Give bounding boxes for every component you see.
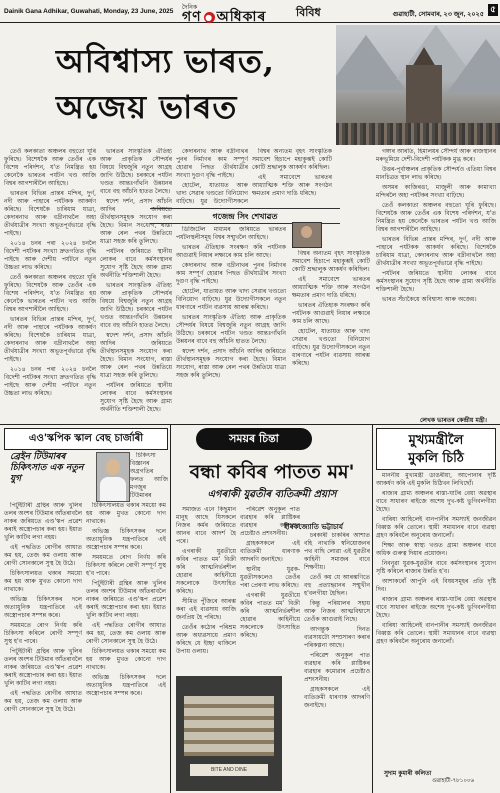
letter-address: গুৱাহাটী-৭৮১০০৬ [432, 778, 475, 784]
lead-paragraph: স্বদেশ দৰ্শন, প্ৰসাদ আঁচনি আদিৰ জৰিয়তে তীৰ্থস্থানসমূহক সংযোগ কৰা হৈছে। বিমান সংযোগ, ৰাস্তা আৰু ৰেল পথৰ উন্নতিয়ে যাত্ৰা সহজ কৰি তুলিছে। [176, 348, 286, 379]
masthead-dateline-english: Dainik Gana Adhikar, Guwahati, Monday, 23 June, 2025 [4, 8, 174, 15]
feature-paragraph: এগৰাকী যুৱতীয়ে কবিৰ পাতত মম' বিক্ৰী কৰি আত্মনিৰ্ভৰশীল হোৱাৰ কাহিনীয়ে সকলোকে উৎসাহিত কৰিছে। [176, 548, 236, 595]
letter-paragraph: ৰাজ্যৰ গ্ৰাম্য অঞ্চলৰ ৰাস্তা-ঘাটৰ বেয়া অৱস্থাৰ বাবে সাধাৰণ ৰাইজে অশেষ দুখ-কষ্ট ভুগিবলগীয়া হৈছে। [376, 490, 496, 513]
page-number: ৫ [488, 4, 498, 16]
section-divider [0, 424, 500, 425]
lead-paragraph: তেওঁ কলকাতা অঞ্চলৰ বহুতো ঘূৰি ফুৰিছে। বিশেষকৈ আৰু তেওঁৰ এক বিশেষ পৰিৰ্দশন, য'ত নিমন্ত্ৰিত হয় কেনেকৈ ভাৰতৰ পৰ্যটন খণ্ড আজি বিশ্বৰ আগশাৰীলৈ আহিছে। [4, 148, 96, 187]
lead-column-3-top [176, 148, 248, 206]
lead-paragraph: ভাৰতৰ ঐতিহ্যক সংৰক্ষণ কৰি পৰ্যটনক আগুৱাই নিয়াৰ লক্ষ্যৰে কাম চলি আছে। [176, 244, 286, 259]
letter-signoff: সুদাম কুমাৰী কলিতা [384, 770, 432, 777]
lead-paragraph: বিশ্বৰ অন্যতম বৃহৎ সাংস্কৃতিক সমাবেশ হিচাপে মহাকুম্ভই কোটি কোটি শ্ৰদ্ধালুক আকৰ্ষণ কৰিছিল। [292, 250, 370, 273]
logo-name-a: গণ [182, 9, 202, 25]
letter-paragraph: আশাকৰোঁ আপুনি এই বিষয়সমূহৰ প্ৰতি দৃষ্টি দিব। [376, 578, 496, 593]
box-paragraph: এই পদ্ধতিত ৰোগীৰ আঘাত কম হয়, তেজ কম ওলায় আৰু ৰোগী সোনকালে সুস্থ হৈ উঠে। [4, 690, 82, 713]
feature-paragraph: তেওঁ কয় যে আৰম্ভণিতে বহু প্ৰত্যাহ্বানৰ সন্মুখীন হ'বলগীয়া হৈছিল। [304, 574, 370, 597]
lead-column-4-top [252, 148, 332, 206]
lead-paragraph: তেওঁ কলকাতা অঞ্চলৰ বহুতো ঘূৰি ফুৰিছে। বিশেষকৈ আৰু তেওঁৰ এক বিশেষ পৰিৰ্দশন, য'ত নিমন্ত্ৰিত হয় কেনেকৈ ভাৰতৰ পৰ্যটন খণ্ড আজি বিশ্বৰ আগশাৰীলৈ আহিছে। [376, 202, 496, 233]
lead-paragraph: অসমৰ কাজিৰঙা, মাজুলী আৰু কামাখ্যা মন্দিৰলৈ অহা পৰ্যটকৰ সংখ্যা বাঢ়িছে। [376, 184, 496, 199]
feature-paragraph: আগন্তুক দিনত ব্যৱসায়টো সম্প্ৰসাৰণ কৰাৰ পৰিকল্পনা আছে। [304, 626, 370, 649]
open-letter-body [376, 472, 496, 766]
box-paragraph: পিটুইটাৰী গ্ৰন্থিৰ আৰু খুলিৰ তলৰ অংশৰ টিউমাৰ আঁতৰাবলৈ নাকৰ জৰিয়তে এণ্ড'স্কপ প্ৰৱেশ কৰাই অস্ত্ৰোপচাৰ কৰা হয়। ইয়াত খুলি কাটিব লগা নহয়। [4, 502, 82, 541]
box-paragraph: সময়মতে ৰোগ নিৰ্ণয় কৰি চিকিৎসা কৰিলে ৰোগী সম্পূৰ্ণ সুস্থ হ'ব পাৰে। [86, 554, 166, 577]
open-letter-title-line2: মুকলি চিঠি [408, 451, 464, 466]
feature-paragraph: সীমিত পুঁজিৰে আৰম্ভ কৰা এই ব্যৱসায় আজি জনপ্ৰিয় হৈ পৰিছে। [176, 598, 236, 621]
box-paragraph: অভিজ্ঞ চিকিৎসকৰ দলে অত্যাধুনিক যন্ত্ৰপাতিৰে এই অস্ত্ৰোপচাৰ সম্পন্ন কৰে। [86, 528, 166, 551]
lead-column-5 [376, 148, 496, 413]
box-paragraph: চিকিৎসালয়ত থকাৰ সময়ো কম হয় আৰু মুখত কোনো দাগ নাথাকে। [86, 502, 166, 525]
feature-paragraph: গ্ৰাহকসকলে এই ব্যতিক্ৰমী ধাৰণাক আদৰণি জনাইছে। [304, 686, 370, 709]
lead-paragraph: পৰ্যটনৰ জৰিয়তে স্থানীয় লোকৰ বাবে কৰ্মসংস্থানৰ সুযোগ সৃষ্টি হৈছে আৰু গ্ৰাম্য অৰ্থনীতি শক্তিশালী হৈছে। [100, 248, 172, 279]
letter-paragraph: শিক্ষা আৰু স্বাস্থ্য খণ্ডত গ্ৰাম্য অঞ্চলৰ বাবে অধিক গুৰুত্ব দিয়াৰ প্ৰয়োজন। [376, 542, 496, 557]
lead-paragraph: ২০১৪ চনৰ পৰা ২০২৪ চনলৈ বিদেশী পৰ্যটকৰ সংখ্যা দ্ৰুতগতিত বৃদ্ধি পাইছে আৰু দেশীয় পৰ্যটনে নতুন উচ্চতা লাভ কৰিছে। [4, 240, 96, 271]
open-letter-title-line1: মুখ্যমন্ত্ৰীলৈ [408, 433, 464, 448]
lead-column-1 [4, 148, 96, 423]
feature-column-gutter [284, 676, 302, 790]
lead-paragraph: ভাৰতৰ বিভিন্ন প্ৰান্তৰ মন্দিৰ, দুৰ্গ, নদী আৰু পাহাৰে পৰ্যটকক আকৰ্ষণ কৰিছে। বিশেষকৈ চাৰিধাম যাত্ৰা, কেদাৰনাথ আৰু বদ্ৰীনাথলৈ অহা তীৰ্থযাত্ৰীৰ সংখ্যা অভূতপূৰ্বভাৱে বৃদ্ধি পাইছে। [4, 316, 96, 363]
lead-paragraph: হোটেল, যাতায়ত আৰু খাদ্য সেৱাৰ খণ্ডতো বিনিয়োগ বাঢ়িছে। যুৱ উদ্যোগীসকলে [176, 182, 248, 205]
lead-column-4 [292, 250, 370, 423]
box-paragraph: সময়মতে ৰোগ নিৰ্ণয় কৰি চিকিৎসা কৰিলে ৰোগী সম্পূৰ্ণ সুস্থ হ'ব পাৰে। [4, 622, 82, 645]
box-column-1 [4, 502, 82, 790]
letter-paragraph: মাননীয় মুখ্যমন্ত্ৰী ডাঙৰীয়া, আপোনাৰ দৃষ্টি আকৰ্ষণ কৰি এই মুকলি চিঠিখন লিখিছোঁ। [376, 472, 496, 487]
logo-prefix: দৈনিক [182, 4, 198, 11]
feature-banner: সময়ৰ চিন্তা [196, 428, 312, 450]
box-paragraph: পিটুইটাৰী গ্ৰন্থিৰ আৰু খুলিৰ তলৰ অংশৰ টিউমাৰ আঁতৰাবলৈ নাকৰ জৰিয়তে এণ্ড'স্কপ প্ৰৱেশ কৰাই অস্ত্ৰোপচাৰ কৰা হয়। ইয়াত খুলি কাটিব লগা নহয়। [86, 580, 166, 619]
lead-headline[interactable] [56, 38, 326, 130]
letter-paragraph: বাৰিষা আহিলেই বানপানীৰ সমস্যাই জনজীৱন বিধ্বস্ত কৰি তোলে। স্থায়ী সমাধানৰ বাবে ব্যৱস্থা গ্ৰহণ কৰিবলৈ অনুৰোধ জনালোঁ। [376, 622, 496, 645]
lead-paragraph: হোটেল, যাতায়ত আৰু খাদ্য সেৱাৰ খণ্ডতো বিনিয়োগ বাঢ়িছে। যুৱ উদ্যোগীসকলে নতুন ধাৰণাৰে পৰ্যটন ব্যৱসায় আৰম্ভ কৰিছে। [176, 288, 286, 311]
author-photo [292, 222, 322, 248]
section-name: বিবিধ [296, 6, 321, 19]
feature-paragraph: স্থানীয় যুৱক-যুৱতীসকলেও তেওঁৰ পৰা প্ৰেৰণা লাভ কৰিছে। [240, 566, 300, 589]
box-paragraph: এই পদ্ধতিত ৰোগীৰ আঘাত কম হয়, তেজ কম ওলায় আৰু ৰোগী সোনকালে সুস্থ হৈ উঠে। [86, 622, 166, 645]
lead-paragraph: ভাৰতৰ ঐতিহ্যক সংৰক্ষণ কৰি পৰ্যটনক আগুৱাই নিয়াৰ লক্ষ্যৰে কাম চলি আছে। [292, 302, 370, 325]
open-letter-title[interactable] [376, 428, 496, 470]
feature-paragraph: সমাজত এনে কিছুমান মানুহ আছে যিসকলে নিজৰ কৰ্মৰ জৰিয়তে আনৰ বাবে আদৰ্শ হৈ পৰে। [176, 506, 236, 545]
feature-column-1 [176, 506, 236, 674]
lead-paragraph: হোটেল, যাতায়ত আৰু খাদ্য সেৱাৰ খণ্ডতো বিনিয়োগ বাঢ়িছে। যুৱ উদ্যোগীসকলে নতুন ধাৰণাৰে পৰ্যটন ব্যৱসায় আৰম্ভ কৰিছে। [292, 328, 370, 367]
lead-headline-line2: অজেয় ভাৰত [56, 88, 238, 126]
feature-paragraph: এগৰাকী যুৱতীয়ে কবিৰ পাতত মম' বিক্ৰী কৰি আত্মনিৰ্ভৰশীল হোৱাৰ কাহিনীয়ে সকলোকে উৎসাহিত কৰিছে। [240, 592, 300, 639]
lead-headline-line1: অবিশ্বাস্য ভাৰত, [56, 42, 276, 80]
logo-name [182, 5, 266, 29]
feature-title[interactable]: বন্ধা কবিৰ পাতত মম' [189, 461, 355, 483]
feature-column-3 [304, 532, 370, 790]
letter-paragraph: বাৰিষা আহিলেই বানপানীৰ সমস্যাই জনজীৱন বিধ্বস্ত কৰি তোলে। স্থায়ী সমাধানৰ বাবে ব্যৱস্থা গ্ৰহণ কৰিবলৈ অনুৰোধ জনালোঁ। [376, 516, 496, 539]
lead-column-3 [176, 226, 286, 423]
lead-column-2 [100, 148, 172, 423]
lead-paragraph: ভাৰতৰ সাংস্কৃতিক ঐতিহ্য আৰু প্ৰাকৃতিক সৌন্দৰ্যৰ বিষয়ে বিশ্বজুৰি নতুন আগ্ৰহ জাগি উঠিছে। চৰকাৰে পৰ্যটন খণ্ডত আন্তঃগাঁথনি উন্নয়নৰ বাবে বহু আঁচনি হাতত লৈছে। [176, 314, 286, 345]
feature-paragraph: গ্ৰাহকসকলে এই ব্যতিক্ৰমী ধাৰণাক আদৰণি জনাইছে। [240, 540, 300, 563]
lead-paragraph: কেদাৰনাথ আৰু বদ্ৰীনাথৰ পুনৰ নিৰ্মাণৰ কাম সম্পূৰ্ণ হোৱাৰ পিছত তীৰ্থযাত্ৰীৰ সংখ্যা দুগুণ বৃদ্ধি পাইছে। [176, 148, 248, 179]
lead-author-byline: গজেন্দ্ৰ সিং শেখাৱত [150, 208, 340, 224]
box-column-2 [86, 502, 166, 790]
feature-paragraph: পৰিৱেশ অনুকূল পাত ব্যৱহাৰ কৰি প্লাষ্টিকৰ ব্যৱহাৰ কমোৱাৰ প্ৰচেষ্টাও প্ৰশংসনীয়। [304, 652, 370, 683]
lead-paragraph: বিশ্বৰ অন্যতম বৃহৎ সাংস্কৃতিক সমাবেশ হিচাপে মহাকুম্ভই কোটি কোটি শ্ৰদ্ধালুক আকৰ্ষণ কৰিছিল। [252, 148, 332, 171]
lead-paragraph: ভাৰতৰ সাংস্কৃতিক ঐতিহ্য আৰু প্ৰাকৃতিক সৌন্দৰ্যৰ বিষয়ে বিশ্বজুৰি নতুন আগ্ৰহ জাগি উঠিছে। চৰকাৰে পৰ্যটন খণ্ডত আন্তঃগাঁথনি উন্নয়নৰ বাবে বহু আঁচনি হাতত লৈছে। [100, 282, 172, 329]
lead-paragraph: তেওঁ কলকাতা অঞ্চলৰ বহুতো ঘূৰি ফুৰিছে। বিশেষকৈ আৰু তেওঁৰ এক বিশেষ পৰিৰ্দশন, য'ত নিমন্ত্ৰিত হয় কেনেকৈ ভাৰতৰ পৰ্যটন খণ্ড আজি বিশ্বৰ আগশাৰীলৈ আহিছে। [4, 274, 96, 313]
feature-paragraph: কিন্তু পৰিয়ালৰ সহায় আৰু নিজৰ আত্মবিশ্বাসে তেওঁক আগুৱাই নিছে। [304, 600, 370, 623]
lead-paragraph: উত্তৰ-পূৰ্বাঞ্চলৰ প্ৰাকৃতিক সৌন্দৰ্যও এতিয়া বিশ্বৰ মানচিত্ৰত স্থান লাভ কৰিছে। [376, 166, 496, 181]
box-paragraph: চিকিৎসালয়ত থকাৰ সময়ো কম হয় আৰু মুখত কোনো দাগ নাথাকে। [4, 570, 82, 593]
box-paragraph: এই পদ্ধতিত ৰোগীৰ আঘাত কম হয়, তেজ কম ওলায় আৰু ৰোগী সোনকালে সুস্থ হৈ উঠে। [4, 544, 82, 567]
shop-sign: BITE AND DINE [190, 764, 268, 776]
box-intro-text: চিকিৎসা বিজ্ঞানৰ অগ্ৰগতিৰ ফলত আজি মগজুৰ টিউমাৰৰ [130, 452, 168, 499]
feature-subtitle: এগৰাকী যুৱতীৰ ব্যতিক্ৰমী প্ৰয়াস [207, 489, 337, 500]
feature-paragraph: চৰকাৰী চাকৰিৰ আশাত বহি নাথাকি স্বনিয়োজনৰ পথ বাছি লোৱা এই যুৱতীৰ কাহিনী সমাজৰ বাবে শিক্ষণীয়। [304, 532, 370, 571]
lead-paragraph: ভাৰতৰ বিভিন্ন প্ৰান্তৰ মন্দিৰ, দুৰ্গ, নদী আৰু পাহাৰে পৰ্যটকক আকৰ্ষণ কৰিছে। বিশেষকৈ চাৰিধাম যাত্ৰা, কেদাৰনাথ আৰু বদ্ৰীনাথলৈ অহা তীৰ্থযাত্ৰীৰ সংখ্যা অভূতপূৰ্বভাৱে বৃদ্ধি পাইছে। [4, 190, 96, 237]
feature-author-byline: হীৰকজ্যোতি ভট্টাচাৰ্য [284, 522, 343, 531]
lead-paragraph: ভাৰতৰ সাংস্কৃতিক ঐতিহ্য আৰু প্ৰাকৃতিক সৌন্দৰ্যৰ বিষয়ে বিশ্বজুৰি নতুন আগ্ৰহ জাগি উঠিছে। চৰকাৰে পৰ্যটন খণ্ডত আন্তঃগাঁথনি উন্নয়নৰ বাবে বহু আঁচনি হাতত লৈছে। [100, 148, 172, 195]
column-divider [372, 425, 373, 793]
logo-name-b: অধিকাৰ [216, 9, 267, 25]
column-divider [170, 425, 171, 793]
lead-paragraph: ডিজিটেল মাধ্যমৰ জৰিয়তে ভাৰতৰ পৰ্যটনস্থলীসমূহ বিশ্বৰ সন্মুখলৈ আহিছে। [176, 226, 286, 241]
lead-paragraph: ভাৰতৰ বিভিন্ন প্ৰান্তৰ মন্দিৰ, দুৰ্গ, নদী আৰু পাহাৰে পৰ্যটকক আকৰ্ষণ কৰিছে। বিশেষকৈ চাৰিধাম যাত্ৰা, কেদাৰনাথ আৰু বদ্ৰীনাথলৈ অহা তীৰ্থযাত্ৰীৰ সংখ্যা অভূতপূৰ্বভাৱে বৃদ্ধি পাইছে। [376, 236, 496, 267]
lead-paragraph: স্বদেশ দৰ্শন, প্ৰসাদ আঁচনি আদিৰ জৰিয়তে তীৰ্থস্থানসমূহক সংযোগ কৰা হৈছে। বিমান সংযোগ, ৰাস্তা আৰু ৰেল পথৰ উন্নতিয়ে যাত্ৰা সহজ কৰি তুলিছে। [100, 198, 172, 245]
doctor-photo [96, 452, 130, 502]
momo-shop-photo [176, 676, 282, 791]
feature-paragraph: পৰিৱেশ অনুকূল পাত ব্যৱহাৰ কৰি প্লাষ্টিকৰ ব্যৱহাৰ কমোৱাৰ প্ৰচেষ্টাও প্ৰশংসনীয়। [240, 506, 300, 537]
lead-signoff: লেখক ভাৰতৰ কেন্দ্ৰীয় মন্ত্ৰী। [420, 417, 487, 424]
masthead-dateline-assamese: গুৱাহাটী, সোমবাৰ, ২৩ জুন, ২০২৫ [392, 11, 484, 18]
lead-paragraph: পৰ্যটনৰ জৰিয়তে স্থানীয় লোকৰ বাবে কৰ্মসংস্থানৰ সুযোগ সৃষ্টি হৈছে আৰু গ্ৰাম্য অৰ্থনীতি শক্তিশালী হৈছে। [376, 270, 496, 293]
feature-paragraph: তেওঁৰ কঠোৰ পৰিশ্ৰম আৰু অধ্যৱসায়ে প্ৰমাণ কৰিছে যে ইচ্ছা থাকিলে উপায় ওলায়। [176, 624, 236, 655]
box-article-subheading: ব্ৰেইন টিউমাৰৰ চিকিৎসাত এক নতুন যুগ [10, 452, 84, 484]
box-paragraph: অভিজ্ঞ চিকিৎসকৰ দলে অত্যাধুনিক যন্ত্ৰপাতিৰে এই অস্ত্ৰোপচাৰ সম্পন্ন কৰে। [86, 674, 166, 697]
box-paragraph: পিটুইটাৰী গ্ৰন্থিৰ আৰু খুলিৰ তলৰ অংশৰ টিউমাৰ আঁতৰাবলৈ নাকৰ জৰিয়তে এণ্ড'স্কপ প্ৰৱেশ কৰাই অস্ত্ৰোপচাৰ কৰা হয়। ইয়াত খুলি কাটিব লগা নহয়। [4, 648, 82, 687]
logo-dot-icon: ● [205, 11, 214, 22]
lead-paragraph: স্বদেশ দৰ্শন, প্ৰসাদ আঁচনি আদিৰ জৰিয়তে তীৰ্থস্থানসমূহক সংযোগ কৰা হৈছে। বিমান সংযোগ, ৰাস্তা আৰু ৰেল পথৰ উন্নতিয়ে যাত্ৰা সহজ কৰি তুলিছে। [100, 332, 172, 379]
lead-paragraph: পৰ্যটনৰ জৰিয়তে স্থানীয় লোকৰ বাবে কৰ্মসংস্থানৰ সুযোগ সৃষ্টি হৈছে আৰু গ্ৰাম্য অৰ্থনীতি শক্তিশালী হৈছে। [100, 382, 172, 413]
lead-paragraph: গঙ্গাৰ আৰতি, হিমালয়ৰ সৌন্দৰ্য আৰু ৰাজস্থানৰ মৰুভূমিয়ে দেশী-বিদেশী পৰ্যটকক মুগ্ধ কৰে। [376, 148, 496, 163]
letter-paragraph: নিবনুৱা যুৱক-যুৱতীৰ বাবে কৰ্মসংস্থানৰ সুযোগ সৃষ্টি কৰিলে ৰাজ্যৰ উন্নতি হ'ব। [376, 560, 496, 575]
lead-paragraph: এই সমাবেশে ভাৰতৰ আধ্যাত্মিক শক্তি আৰু সংগঠন ক্ষমতাৰ প্ৰমাণ দাঙি ধৰিছে। [252, 174, 332, 197]
lead-paragraph: ভাৰত সঁচাকৈয়ে অবিশ্বাস্য আৰু অজেয়। [382, 296, 477, 303]
box-intro [130, 452, 168, 500]
box-article-heading[interactable]: এও'স্কপিক স্কাল বেছ চাৰ্জাৰী [4, 428, 168, 450]
letter-paragraph: ৰাজ্যৰ গ্ৰাম্য অঞ্চলৰ ৰাস্তা-ঘাটৰ বেয়া অৱস্থাৰ বাবে সাধাৰণ ৰাইজে অশেষ দুখ-কষ্ট ভুগিবলগীয়া হৈছে। [376, 596, 496, 619]
kedarnath-temple-photo [336, 25, 500, 145]
box-paragraph: চিকিৎসালয়ত থকাৰ সময়ো কম হয় আৰু মুখত কোনো দাগ নাথাকে। [86, 648, 166, 671]
lead-paragraph: এই সমাবেশে ভাৰতৰ আধ্যাত্মিক শক্তি আৰু সংগঠন ক্ষমতাৰ প্ৰমাণ দাঙি ধৰিছে। [292, 276, 370, 299]
lead-paragraph: কেদাৰনাথ আৰু বদ্ৰীনাথৰ পুনৰ নিৰ্মাণৰ কাম সম্পূৰ্ণ হোৱাৰ পিছত তীৰ্থযাত্ৰীৰ সংখ্যা দুগুণ বৃদ্ধি পাইছে। [176, 262, 286, 285]
box-paragraph: অভিজ্ঞ চিকিৎসকৰ দলে অত্যাধুনিক যন্ত্ৰপাতিৰে এই অস্ত্ৰোপচাৰ সম্পন্ন কৰে। [4, 596, 82, 619]
lead-paragraph: ২০১৪ চনৰ পৰা ২০২৪ চনলৈ বিদেশী পৰ্যটকৰ সংখ্যা দ্ৰুতগতিত বৃদ্ধি পাইছে আৰু দেশীয় পৰ্যটনে নতুন উচ্চতা লাভ কৰিছে। [4, 366, 96, 397]
